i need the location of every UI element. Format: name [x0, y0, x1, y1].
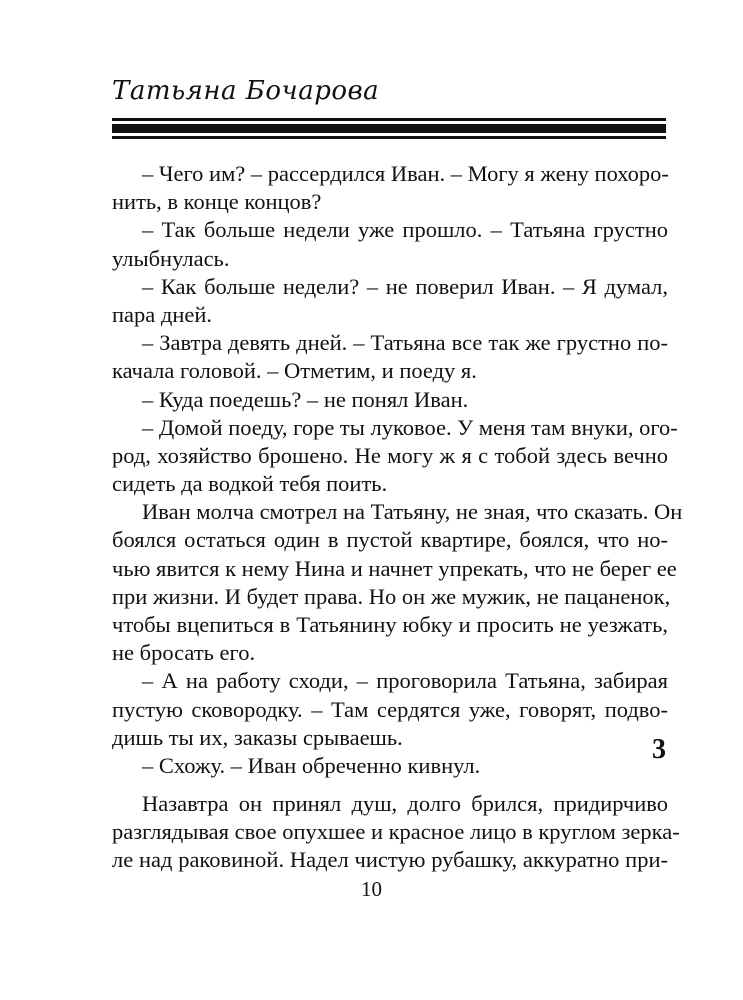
text-line: качала головой. – Отметим, и поеду я.: [112, 358, 477, 384]
text-line: дишь ты их, заказы срываешь.: [112, 724, 403, 750]
text-line: – Чего им? – рассердился Иван. – Могу я жену похоро-: [142, 161, 669, 186]
text-line: нить, в конце концов?: [112, 189, 322, 215]
text-line: разглядывая свое опухшее и красное лицо в круглом зерка-: [112, 819, 680, 845]
running-head: Татьяна Бочарова: [112, 76, 380, 106]
text-line: при жизни. И будет права. Но он же мужик, не пацаненок,: [112, 583, 671, 609]
text-line: – Так больше недели уже прошло. – Татьяна грустно: [142, 217, 668, 243]
chapter-text: [112, 790, 680, 875]
text-line: – Домой поеду, горе ты луковое. У меня там внуки, ого-: [142, 414, 678, 440]
text-line: пара дней.: [112, 301, 213, 327]
text-line: род, хозяйство брошено. Не могу ж я с тобой здесь вечно: [112, 442, 668, 468]
text-line: – Завтра девять дней. – Татьяна все так же грустно по-: [142, 330, 668, 356]
text-line: ле над раковиной. Надел чистую рубашку, аккуратно при-: [112, 847, 668, 873]
text-line: Назавтра он принял душ, долго брился, придирчиво: [142, 791, 668, 816]
text-line: – Схожу. – Иван обреченно кивнул.: [142, 752, 481, 778]
text-line: – Как больше недели? – не поверил Иван. – Я думал,: [142, 273, 668, 299]
page-number: 10: [361, 877, 382, 901]
text-line: – А на работу сходи, – проговорила Татьяна, забирая: [142, 668, 668, 694]
text-line: чтобы вцепиться в Татьянину юбку и просить не уезжать,: [112, 612, 668, 637]
text-line: чью явится к нему Нина и начнет упрекать, что не берег ее: [112, 555, 677, 581]
text-line: – Куда поедешь? – не понял Иван.: [142, 386, 469, 412]
text-line: не бросать его.: [112, 640, 256, 666]
text-line: Иван молча смотрел на Татьяну, не зная, что сказать. Он: [142, 499, 683, 525]
header-rule-thin: [112, 118, 666, 121]
header-rule-thin-bottom: [112, 136, 666, 139]
text-line: боялся остаться один в пустой квартире, боялся, что но-: [112, 527, 668, 553]
body-text: [112, 160, 683, 780]
header-rule-thick: [112, 124, 666, 133]
text-line: сидеть да водкой тебя поить.: [112, 471, 388, 497]
text-line: пустую сковородку. – Там сердятся уже, говорят, подво-: [112, 696, 668, 722]
chapter-number: 3: [652, 734, 666, 765]
text-line: улыбнулась.: [112, 245, 230, 271]
